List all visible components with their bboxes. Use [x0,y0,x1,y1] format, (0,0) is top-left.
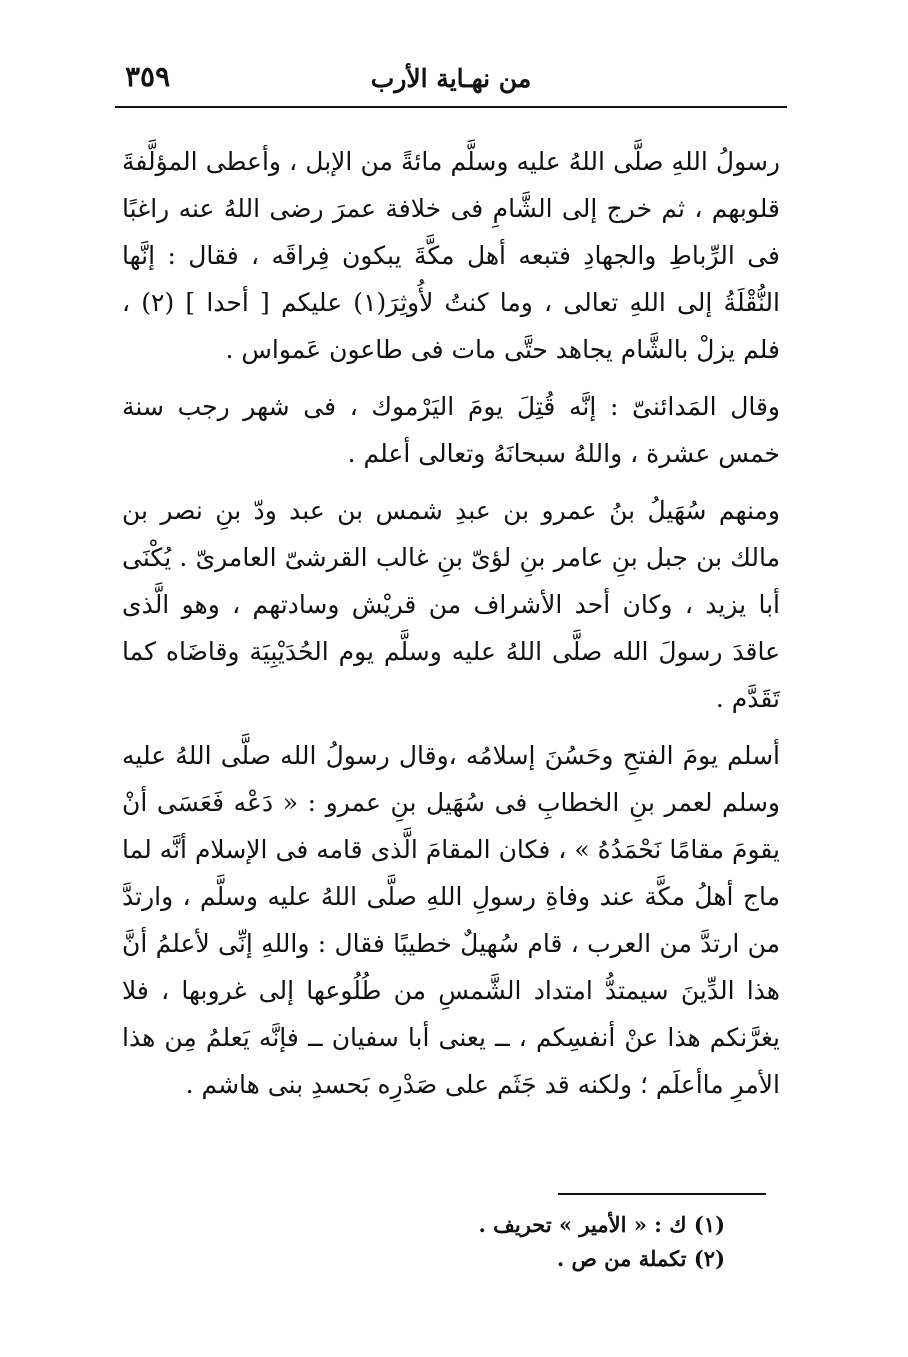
main-text [122,138,780,1118]
page-number: ٣٥٩ [125,60,171,93]
page-header [115,58,787,108]
paragraph-4: أسلم يومَ الفتحِ وحَسُنَ إسلامُه ،وقال رسولُ الله صلَّى اللهُ عليه وسلم لعمر بنِ الخطابِ فى سُهَيل بنِ عمرو : « دَعْه فَعَسَى أنْ يقومَ مقامًا نَحْمَدُهُ » ، فكان المقامَ الَّذى قامه فى الإسلام أنَّه لما ماج أهلُ مكَّة عند وفاةِ رسولِ اللهِ صلَّى اللهُ عليه وسلَّم ، وارتدَّ من ارتدَّ من العرب ، قام سُهيلٌ خطيبًا فقال : واللهِ إنِّى لأعلمُ أنَّ هذا الدِّينَ سيمتدُّ امتداد الشَّمسِ من طُلُوعها إلى غروبها ، فلا يغرَّنكم هذا عنْ أنفسِكم ، ــ يعنى أبا سفيان ــ فإنَّه يَعلمُ مِن هذا الأمرِ ماأعلَم ؛ ولكنه قد جَثَم على صَدْرِه بَحسدِ بنى هاشم . [122,741,780,1099]
paragraph-3: ومنهم سُهَيلُ بنُ عمرو بن عبدِ شمس بن عبد ودّ بنِ نصر بن مالك بن جبل بنِ عامر بنِ لؤىّ بنِ غالب القرشىّ العامرىّ . يُكْنَى أبا يزيد ، وكان أحد الأشراف من قريْش وسادتهم ، وهو الَّذى عاقدَ رسولَ الله صلَّى اللهُ عليه وسلَّم يوم الحُدَيْبِيَة وقاضَاه كما تَقَدَّم . [122,496,780,713]
paragraph-1: رسولُ اللهِ صلَّى اللهُ عليه وسلَّم مائةً من الإبل ، وأعطى المؤلَّفةَ قلوبهم ، ثم خرج إلى الشَّامِ فى خلافة عمرَ رضى اللهُ عنه راغبًا فى الرِّباطِ والجهادِ فتبعه أهل مكَّةَ يبكون فِراقَه ، فقال : إنَّها النُّقْلَةُ إلى اللهِ تعالى ، وما كنتُ لأُوثِرَ(١) عليكم [ أحدا ] (٢) ، فلم يزلْ بالشَّام يجاهد حتَّى مات فى طاعون عَمواس . [122,147,780,364]
footnote-divider [558,1193,766,1195]
footnotes [380,1208,725,1276]
footnote-1: (١) ك : « الأمير » تحريف . [478,1212,725,1237]
paragraph-2: وقال المَدائنىّ : إنَّه قُتِلَ يومَ اليَرْموك ، فى شهر رجب سنة خمس عشرة ، واللهُ سبحانَهُ وتعالى أعلم . [122,392,780,468]
running-title: من نهـاية الأرب [370,64,532,93]
footnote-2: (٢) تكملة من ص . [556,1246,725,1271]
